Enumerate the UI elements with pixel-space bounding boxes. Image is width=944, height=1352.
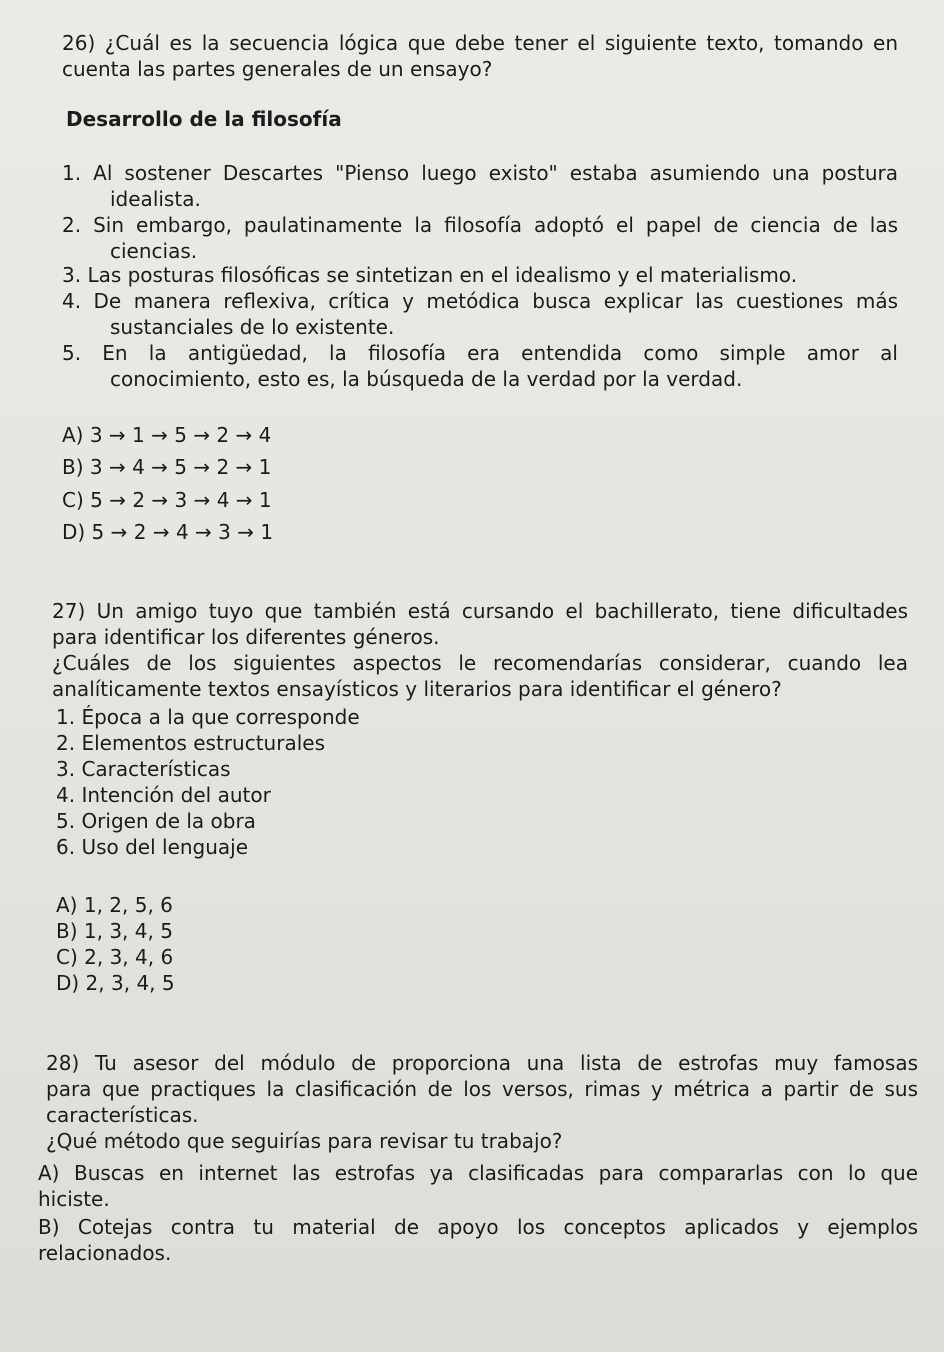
q28-option-a-line-2: hiciste. bbox=[38, 1187, 110, 1211]
q26-item-1-line-1: 1. Al sostener Descartes "Pienso luego existo" estaba asumiendo una postura bbox=[62, 161, 898, 185]
q28-question: ¿Qué método que seguirías para revisar tu trabajo? bbox=[46, 1129, 563, 1153]
q26-prompt-line-2: cuenta las partes generales de un ensayo? bbox=[62, 57, 493, 81]
q28-prompt-line-1: 28) Tu asesor del módulo de proporciona una lista de estrofas muy famosas bbox=[46, 1051, 918, 1075]
q27-option-d[interactable]: D) 2, 3, 4, 5 bbox=[56, 971, 175, 995]
q27-prompt-line-2: para identificar los diferentes géneros. bbox=[52, 625, 440, 649]
q26-option-a[interactable]: A) 3 → 1 → 5 → 2 → 4 bbox=[62, 423, 272, 447]
q26-item-3-line-1: 3. Las posturas filosóficas se sintetizan en el idealismo y el materialismo. bbox=[62, 263, 798, 287]
q27-item-6: 6. Uso del lenguaje bbox=[56, 835, 249, 859]
q28-option-a[interactable] bbox=[38, 1160, 918, 1212]
q27-item-3: 3. Características bbox=[56, 757, 231, 781]
q27-option-c[interactable]: C) 2, 3, 4, 6 bbox=[56, 945, 174, 969]
q26-item-4 bbox=[62, 288, 898, 340]
q26-item-1 bbox=[62, 160, 898, 212]
q27-prompt bbox=[52, 598, 908, 702]
q26-item-3 bbox=[62, 262, 804, 288]
q26-prompt bbox=[62, 30, 898, 82]
q26-prompt-line-1: 26) ¿Cuál es la secuencia lógica que debe tener el siguiente texto, tomando en bbox=[62, 31, 898, 55]
q26-item-5-line-1: 5. En la antigüedad, la filosofía era entendida como simple amor al bbox=[62, 341, 898, 365]
q27-item-1: 1. Época a la que corresponde bbox=[56, 705, 360, 729]
q26-item-2-line-1: 2. Sin embargo, paulatinamente la filosofía adoptó el papel de ciencia de las bbox=[62, 213, 898, 237]
q26-item-5 bbox=[62, 340, 898, 392]
q27-item-4: 4. Intención del autor bbox=[56, 783, 271, 807]
q28-prompt-line-2: para que practiques la clasificación de los versos, rimas y métrica a partir de sus bbox=[46, 1077, 918, 1101]
q26-text-title: Desarrollo de la filosofía bbox=[66, 107, 342, 131]
q27-item-2: 2. Elementos estructurales bbox=[56, 731, 325, 755]
q26-item-2-line-2: ciencias. bbox=[110, 239, 198, 263]
q26-item-4-line-2: sustanciales de lo existente. bbox=[110, 315, 395, 339]
q28-option-a-line-1: A) Buscas en internet las estrofas ya clasificadas para compararlas con lo que bbox=[38, 1161, 918, 1185]
q26-item-4-line-1: 4. De manera reflexiva, crítica y metódica busca explicar las cuestiones más bbox=[62, 289, 898, 313]
q27-option-b[interactable]: B) 1, 3, 4, 5 bbox=[56, 919, 173, 943]
q28-option-b-line-2: relacionados. bbox=[38, 1241, 172, 1265]
q27-item-5: 5. Origen de la obra bbox=[56, 809, 256, 833]
q27-question-line-2: analíticamente textos ensayísticos y literarios para identificar el género? bbox=[52, 677, 782, 701]
q28-prompt-line-3: características. bbox=[46, 1103, 199, 1127]
q27-question-line-1: ¿Cuáles de los siguientes aspectos le recomendarías considerar, cuando lea bbox=[52, 651, 908, 675]
q27-prompt-line-1: 27) Un amigo tuyo que también está cursando el bachillerato, tiene dificultades bbox=[52, 599, 908, 623]
q27-option-a[interactable]: A) 1, 2, 5, 6 bbox=[56, 893, 173, 917]
q26-item-5-line-2: conocimiento, esto es, la búsqueda de la verdad por la verdad. bbox=[110, 367, 743, 391]
q26-option-c[interactable]: C) 5 → 2 → 3 → 4 → 1 bbox=[62, 488, 272, 512]
q26-item-1-line-2: idealista. bbox=[110, 187, 201, 211]
q26-item-2 bbox=[62, 212, 898, 264]
q28-prompt bbox=[46, 1050, 918, 1154]
q28-option-b[interactable] bbox=[38, 1214, 918, 1266]
q28-option-b-line-1: B) Cotejas contra tu material de apoyo los conceptos aplicados y ejemplos bbox=[38, 1215, 918, 1239]
q26-option-d[interactable]: D) 5 → 2 → 4 → 3 → 1 bbox=[62, 520, 274, 544]
q26-option-b[interactable]: B) 3 → 4 → 5 → 2 → 1 bbox=[62, 455, 272, 479]
